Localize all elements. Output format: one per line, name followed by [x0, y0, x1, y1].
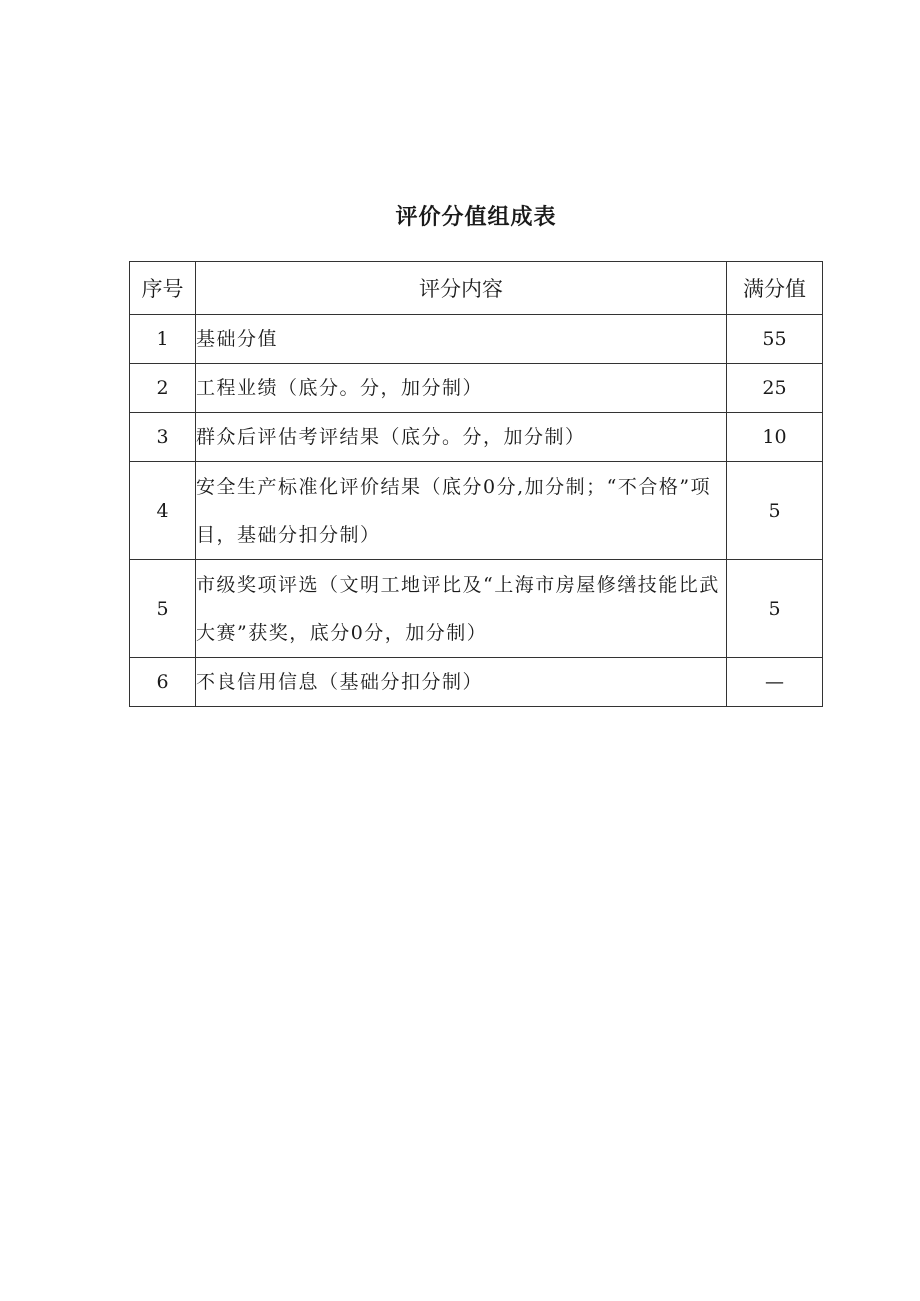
header-content: 评分内容 [196, 262, 727, 315]
table-row [130, 560, 823, 658]
row-score: 5 [727, 560, 823, 658]
row-score: 5 [727, 462, 823, 560]
score-table [129, 261, 823, 707]
row-score: 10 [727, 413, 823, 462]
row-content: 不良信用信息（基础分扣分制） [196, 658, 727, 707]
row-index: 6 [130, 658, 196, 707]
row-content: 基础分值 [196, 315, 727, 364]
table-header-row [130, 262, 823, 315]
table-row [130, 364, 823, 413]
row-content: 工程业绩（底分。分，加分制） [196, 364, 727, 413]
table-row [130, 462, 823, 560]
page-title: 评价分值组成表 [395, 205, 557, 230]
row-score: 55 [727, 315, 823, 364]
table-row [130, 315, 823, 364]
row-content: 市级奖项评选（文明工地评比及“上海市房屋修缮技能比武大赛”获奖，底分0分，加分制） [196, 560, 727, 658]
row-index: 3 [130, 413, 196, 462]
row-content: 安全生产标准化评价结果（底分0分,加分制；“不合格”项目，基础分扣分制） [196, 462, 727, 560]
row-score: — [727, 658, 823, 707]
row-index: 1 [130, 315, 196, 364]
table-row [130, 413, 823, 462]
row-score: 25 [727, 364, 823, 413]
row-content: 群众后评估考评结果（底分。分，加分制） [196, 413, 727, 462]
row-index: 4 [130, 462, 196, 560]
header-score: 满分值 [727, 262, 823, 315]
row-index: 2 [130, 364, 196, 413]
row-index: 5 [130, 560, 196, 658]
table-row [130, 658, 823, 707]
header-index: 序号 [130, 262, 196, 315]
